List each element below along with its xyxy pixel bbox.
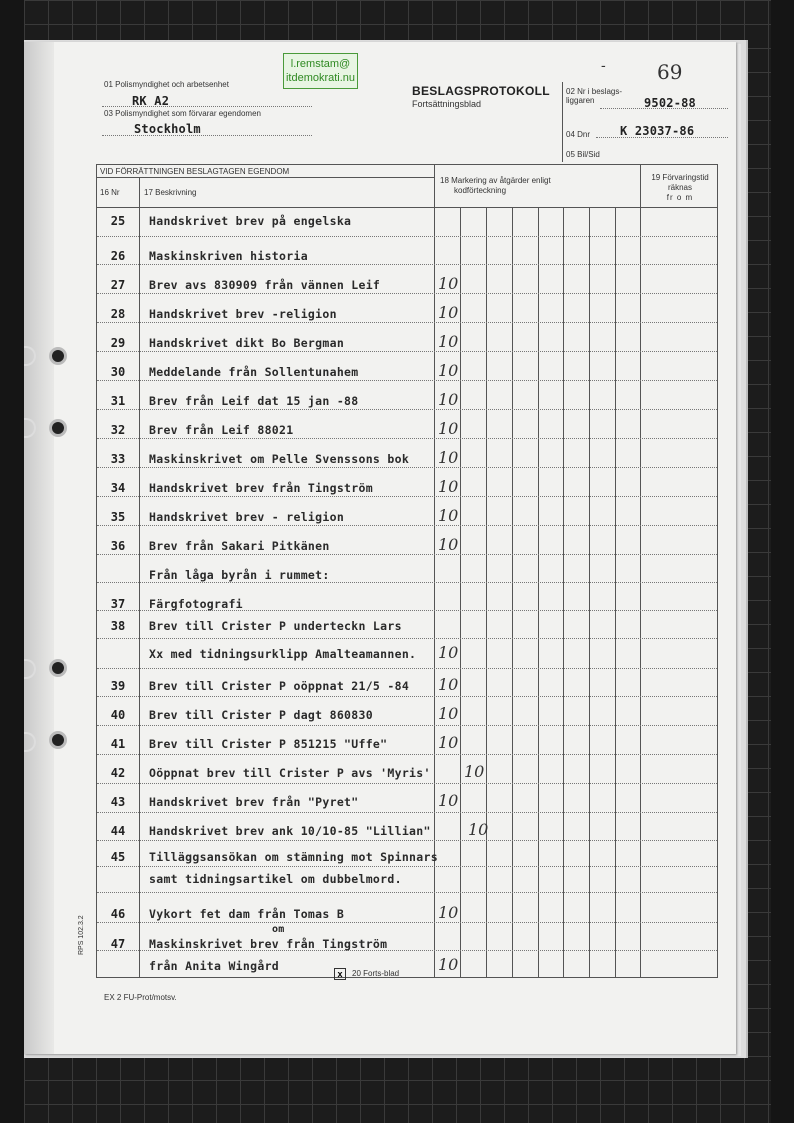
row-separator — [97, 696, 717, 697]
section-divider — [96, 177, 435, 178]
row-separator — [97, 582, 717, 583]
row-markering: 10 — [438, 448, 459, 467]
row-description: Tilläggsansökan om stämning mot Spinnars — [149, 850, 438, 864]
field-01-line — [102, 106, 312, 107]
field-03-value: Stockholm — [134, 122, 201, 136]
row-markering: 10 — [438, 643, 459, 662]
row-separator — [97, 236, 717, 237]
row-description: Maskinskrivet om Pelle Svenssons bok — [149, 452, 410, 466]
row-number: 37 — [110, 597, 126, 611]
punch-hole-icon — [49, 659, 67, 677]
row-number: 36 — [110, 539, 126, 553]
row-number: 42 — [110, 766, 126, 780]
field-02-value: 9502-88 — [644, 96, 696, 110]
row-separator — [97, 496, 717, 497]
row-separator — [97, 380, 717, 381]
row-separator — [97, 754, 717, 755]
col-desc-header: 17 Beskrivning — [144, 188, 197, 197]
row-markering: 10 — [438, 303, 459, 322]
row-separator — [97, 840, 717, 841]
row-number: 43 — [110, 795, 126, 809]
row-markering: 10 — [438, 704, 459, 723]
row-separator — [97, 922, 717, 923]
table-header-bottom — [96, 207, 718, 208]
row-description: Meddelande från Sollentunahem — [149, 365, 359, 379]
row-separator — [97, 525, 717, 526]
email-watermark — [283, 53, 358, 89]
field-02-label-1: 02 Nr i beslags- — [566, 87, 623, 96]
field-04-value: K 23037-86 — [620, 124, 695, 138]
field-02-label-2: liggaren — [566, 96, 595, 105]
col-markering-header-2: kodförteckning — [454, 186, 507, 195]
field-02-line — [600, 108, 728, 109]
row-separator — [97, 351, 717, 352]
row-description: Handskrivet brev från "Pyret" — [149, 795, 359, 809]
field-03-line — [102, 135, 312, 136]
row-47-insert: om — [272, 924, 285, 935]
table-left-border — [96, 164, 97, 977]
forts-checkbox: x — [334, 968, 346, 980]
form-subtitle: Fortsättningsblad — [412, 99, 482, 109]
row-separator — [97, 409, 717, 410]
watermark-line-1: l.remstam@ — [290, 58, 351, 70]
right-edge — [771, 0, 794, 1123]
row-separator — [97, 293, 717, 294]
row-description: Handskrivet dikt Bo Bergman — [149, 336, 345, 350]
row-separator — [97, 783, 717, 784]
page-number: 69 — [657, 60, 683, 84]
punch-hole-icon — [49, 347, 67, 365]
row-separator — [97, 668, 717, 669]
row-markering: 10 — [438, 419, 459, 438]
row-markering: 10 — [438, 791, 459, 810]
row-number: 30 — [110, 365, 126, 379]
col-nr-header: 16 Nr — [100, 188, 120, 197]
row-markering: 10 — [438, 955, 459, 974]
col-forvaring-header-2: räknas — [667, 183, 692, 192]
row-description: Brev från Leif dat 15 jan -88 — [149, 394, 359, 408]
table-right-border — [717, 164, 718, 977]
row-markering: 10 — [438, 390, 459, 409]
row-description: Maskinskrivet brev från Tingström — [149, 937, 388, 951]
row-markering: 10 — [438, 274, 459, 293]
row-markering: 10 — [468, 820, 489, 839]
row-markering: 10 — [438, 733, 459, 752]
row-number: 31 — [110, 394, 126, 408]
row-description: Maskinskriven historia — [149, 249, 308, 263]
row-description: Brev till Crister P 851215 "Uffe" — [149, 737, 388, 751]
forts-label: 20 Forts-blad — [352, 969, 400, 978]
row-separator — [97, 322, 717, 323]
side-code: RPS 102.3.2 — [78, 915, 85, 955]
row-number: 40 — [110, 708, 126, 722]
form-title: BESLAGSPROTOKOLL — [412, 84, 550, 98]
row-number: 45 — [110, 850, 126, 864]
row-number: 32 — [110, 423, 126, 437]
row-description: Handskrivet brev - religion — [149, 510, 345, 524]
col-markering-header-1: 18 Markering av åtgärder enligt — [440, 176, 551, 185]
row-description: Handskrivet brev ank 10/10-85 "Lillian" — [149, 824, 431, 838]
row-number: 39 — [110, 679, 126, 693]
row-number: 44 — [110, 824, 126, 838]
row-separator — [97, 467, 717, 468]
row-description: Brev till Crister P oöppnat 21/5 -84 — [149, 679, 410, 693]
col-forvaring-header-3: fr o m — [666, 193, 694, 202]
row-separator — [97, 725, 717, 726]
row-description: Brev från Sakari Pitkänen — [149, 539, 330, 553]
col-nr-divider — [139, 177, 140, 977]
field-04-label: 04 Dnr — [566, 130, 591, 139]
watermark-line-2: itdemokrati.nu — [285, 72, 356, 84]
row-markering: 10 — [438, 506, 459, 525]
row-number: 27 — [110, 278, 126, 292]
row-separator — [97, 638, 717, 639]
row-separator — [97, 866, 717, 867]
binder-shade — [24, 42, 54, 1054]
row-number: 28 — [110, 307, 126, 321]
page-dash: - — [601, 58, 606, 74]
table-top-border — [96, 164, 718, 165]
row-description: Handskrivet brev -religion — [149, 307, 337, 321]
row-number: 35 — [110, 510, 126, 524]
row-markering: 10 — [438, 361, 459, 380]
row-markering: 10 — [438, 535, 459, 554]
table-bottom-border — [96, 977, 718, 978]
col-forvaring-header-1: 19 Förvaringstid — [651, 173, 709, 182]
row-description: Vykort fet dam från Tomas B — [149, 907, 345, 921]
row-separator — [97, 438, 717, 439]
row-number: 29 — [110, 336, 126, 350]
row-markering: 10 — [438, 675, 459, 694]
row-description: Färgfotografi — [149, 597, 243, 611]
row-description: Handskrivet brev på engelska — [149, 214, 352, 228]
row-description: från Anita Wingård — [149, 959, 280, 973]
row-separator — [97, 812, 717, 813]
form-code: EX 2 FU-Prot/motsv. — [104, 993, 177, 1002]
row-description: Från låga byrån i rummet: — [149, 568, 330, 582]
row-markering: 10 — [438, 477, 459, 496]
row-number: 41 — [110, 737, 126, 751]
row-markering: 10 — [438, 903, 459, 922]
section-heading: VID FÖRRÄTTNINGEN BESLAGTAGEN EGENDOM — [100, 167, 290, 176]
row-separator — [97, 264, 717, 265]
row-number: 34 — [110, 481, 126, 495]
row-number: 33 — [110, 452, 126, 466]
field-01-value: RK A2 — [132, 94, 170, 108]
row-number: 25 — [110, 214, 126, 228]
row-description: samt tidningsartikel om dubbelmord. — [149, 872, 402, 886]
row-number: 46 — [110, 907, 126, 921]
field-05-label: 05 Bil/Sid — [566, 150, 600, 159]
row-description: Xx med tidningsurklipp Amalteamannen. — [149, 647, 417, 661]
row-description: Brev från Leif 88021 — [149, 423, 294, 437]
col-markering-divider — [640, 164, 641, 977]
row-markering: 10 — [464, 762, 485, 781]
row-markering: 10 — [438, 332, 459, 351]
row-separator — [97, 892, 717, 893]
row-number: 38 — [110, 619, 126, 633]
header-divider — [562, 82, 563, 162]
field-01-label: 01 Polismyndighet och arbetsenhet — [104, 80, 229, 89]
row-number: 47 — [110, 937, 126, 951]
punch-hole-icon — [49, 731, 67, 749]
row-separator — [97, 554, 717, 555]
row-description: Brev avs 830909 från vännen Leif — [149, 278, 381, 292]
left-edge — [0, 0, 24, 1123]
field-03-label: 03 Polismyndighet som förvarar egendomen — [104, 109, 261, 118]
punch-hole-icon — [49, 419, 67, 437]
row-description: Handskrivet brev från Tingström — [149, 481, 373, 495]
row-description: Oöppnat brev till Crister P avs 'Myris' — [149, 766, 431, 780]
row-description: Brev till Crister P underteckn Lars — [149, 619, 402, 633]
row-number: 26 — [110, 249, 126, 263]
field-04-line — [596, 137, 728, 138]
row-description: Brev till Crister P dagt 860830 — [149, 708, 373, 722]
